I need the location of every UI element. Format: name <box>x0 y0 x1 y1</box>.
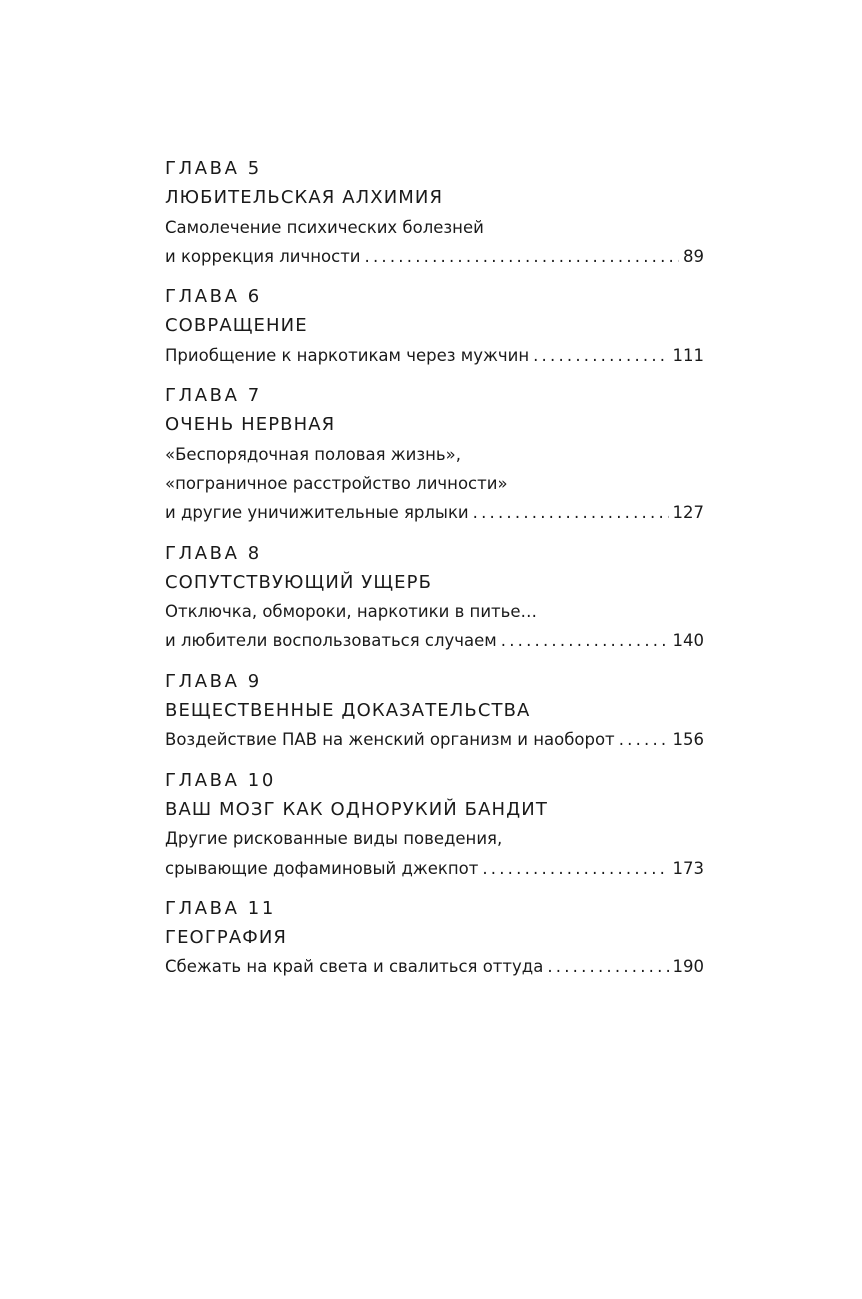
chapter-subtitle-line: «пограничное расстройство личности» <box>165 473 508 493</box>
toc-entry[interactable] <box>165 341 704 370</box>
chapter-label: ГЛАВА 9 <box>165 670 262 692</box>
toc-entry[interactable] <box>165 952 704 981</box>
dot-leader <box>497 626 669 655</box>
chapter-title: СОПУТСТВУЮЩИЙ УЩЕРБ <box>165 571 433 593</box>
page-number: 156 <box>672 730 704 750</box>
entry-text: и другие уничижительные ярлыки <box>165 503 469 523</box>
toc-entry[interactable] <box>165 626 704 655</box>
toc-entry[interactable] <box>165 498 704 527</box>
chapter-title: СОВРАЩЕНИЕ <box>165 315 308 337</box>
chapter-label: ГЛАВА 5 <box>165 158 262 179</box>
dot-leader <box>478 854 668 883</box>
dot-leader <box>615 725 669 754</box>
toc-entry[interactable] <box>165 242 704 271</box>
chapter-subtitle-line: «Беспорядочная половая жизнь», <box>165 444 461 464</box>
entry-text: Воздействие ПАВ на женский организм и наоборот <box>165 730 615 750</box>
entry-text: и коррекция личности <box>165 246 361 266</box>
page-number: 111 <box>672 345 704 365</box>
chapter-title: ГЕОГРАФИЯ <box>165 927 288 949</box>
chapter-6 <box>165 282 704 370</box>
chapter-title: ВЕЩЕСТВЕННЫЕ ДОКАЗАТЕЛЬСТВА <box>165 700 531 722</box>
chapter-subtitle-line: Отключка, обмороки, наркотики в питье… <box>165 602 538 622</box>
dot-leader <box>529 341 668 370</box>
chapter-9 <box>165 667 704 755</box>
chapter-label: ГЛАВА 8 <box>165 542 262 564</box>
chapter-5 <box>165 154 704 271</box>
chapter-title: ЛЮБИТЕЛЬСКАЯ АЛХИМИЯ <box>165 187 444 209</box>
chapter-title: ВАШ МОЗГ КАК ОДНОРУКИЙ БАНДИТ <box>165 798 548 820</box>
chapter-label: ГЛАВА 11 <box>165 897 276 919</box>
page-number: 173 <box>672 858 704 878</box>
entry-text: Сбежать на край света и свалиться оттуда <box>165 957 544 977</box>
chapter-label: ГЛАВА 10 <box>165 769 276 791</box>
dot-leader <box>469 498 669 527</box>
chapter-subtitle-line: Самолечение психических болезней <box>165 217 484 237</box>
page-number: 190 <box>672 957 704 977</box>
chapter-label: ГЛАВА 6 <box>165 286 262 308</box>
entry-text: и любители воспользоваться случаем <box>165 631 497 651</box>
page-number: 140 <box>672 631 704 651</box>
dot-leader <box>361 242 679 271</box>
toc-entry[interactable] <box>165 854 704 883</box>
chapter-subtitle-line: Другие рискованные виды поведения, <box>165 829 503 849</box>
chapter-10 <box>165 766 704 883</box>
chapter-7 <box>165 381 704 527</box>
page-number: 127 <box>672 503 704 523</box>
chapter-label: ГЛАВА 7 <box>165 385 262 407</box>
chapter-title: ОЧЕНЬ НЕРВНАЯ <box>165 414 336 436</box>
dot-leader <box>543 952 668 981</box>
entry-text: срывающие дофаминовый джекпот <box>165 858 479 878</box>
chapter-8 <box>165 539 704 656</box>
toc-entry[interactable] <box>165 725 704 754</box>
page-number: 89 <box>683 246 704 266</box>
entry-text: Приобщение к наркотикам через мужчин <box>165 345 530 365</box>
table-of-contents <box>165 154 704 993</box>
chapter-11 <box>165 894 704 982</box>
